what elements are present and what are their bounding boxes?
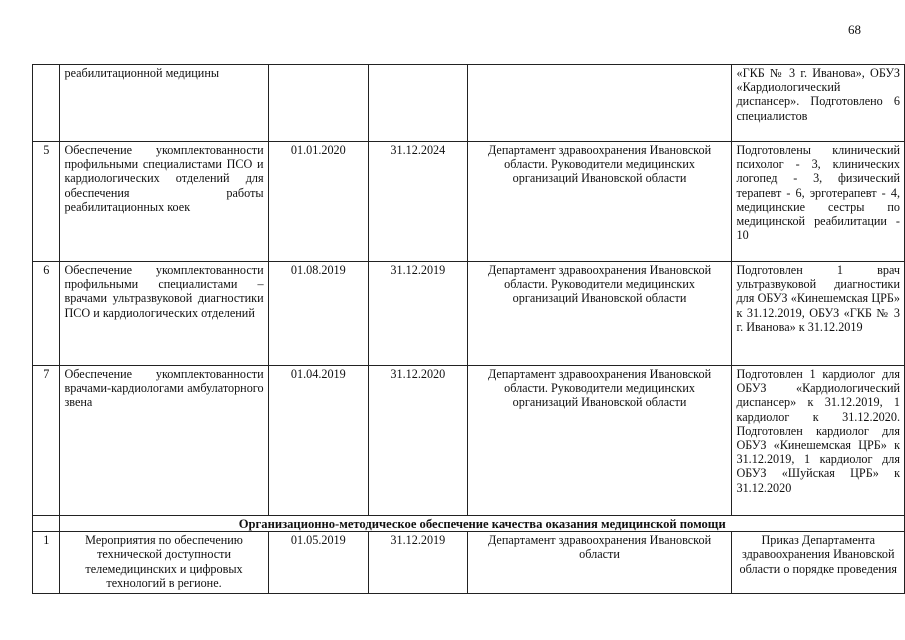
- section-spacer: [33, 516, 60, 532]
- table-row: [33, 142, 905, 262]
- page-number: 68: [848, 22, 861, 37]
- responsible: Департамент здравоохранения Ивановской области: [467, 532, 732, 594]
- row-number: 5: [33, 142, 60, 262]
- table-row: [33, 65, 905, 142]
- start-date: 01.04.2019: [268, 366, 368, 516]
- start-date: [268, 65, 368, 142]
- result: Подготовлен 1 врач ультразвуковой диагностики для ОБУЗ «Кинешемская ЦРБ» к 31.12.2019, ОБУЗ «ГКБ № 3 г. Иванова» к 31.12.2019: [732, 262, 905, 366]
- row-number: [33, 65, 60, 142]
- start-date: 01.05.2019: [268, 532, 368, 594]
- activity-name: Мероприятия по обеспечению технической доступности телемедицинских и цифровых технологий в регионе.: [60, 532, 268, 594]
- result: Подготовлены клинический психолог - 3, клинических логопед - 3, физический терапевт - 6, эрготерапевт - 4, медицинские сестры по медицинской реабилитации - 10: [732, 142, 905, 262]
- row-number: 6: [33, 262, 60, 366]
- result: «ГКБ № 3 г. Иванова», ОБУЗ «Кардиологический диспансер». Подготовлено 6 специалистов: [732, 65, 905, 142]
- start-date: 01.01.2020: [268, 142, 368, 262]
- end-date: 31.12.2024: [369, 142, 468, 262]
- activity-name: Обеспечение укомплектованности профильными специалистами ПСО и кардиологических отделений для обеспечения работы реабилитационных коек: [60, 142, 268, 262]
- responsible: Департамент здравоохранения Ивановской области. Руководители медицинских организаций Ивановской области: [467, 366, 732, 516]
- end-date: 31.12.2020: [369, 366, 468, 516]
- result: Приказ Департамента здравоохранения Ивановской области о порядке проведения: [732, 532, 905, 594]
- responsible: Департамент здравоохранения Ивановской области. Руководители медицинских организаций Ивановской области: [467, 262, 732, 366]
- responsible: Департамент здравоохранения Ивановской области. Руководители медицинских организаций Ивановской области: [467, 142, 732, 262]
- row-number: 1: [33, 532, 60, 594]
- end-date: 31.12.2019: [369, 262, 468, 366]
- table-row: [33, 532, 905, 594]
- end-date: 31.12.2019: [369, 532, 468, 594]
- activity-name: Обеспечение укомплектованности врачами-кардиологами амбулаторного звена: [60, 366, 268, 516]
- start-date: 01.08.2019: [268, 262, 368, 366]
- table-row: [33, 262, 905, 366]
- responsible: [467, 65, 732, 142]
- table-row: [33, 366, 905, 516]
- activity-name: Обеспечение укомплектованности профильными специалистами – врачами ультразвуковой диагностики ПСО и кардиологических отделений: [60, 262, 268, 366]
- section-title: Организационно-методическое обеспечение качества оказания медицинской помощи: [60, 516, 905, 532]
- activity-name: реабилитационной медицины: [60, 65, 268, 142]
- activities-table: [32, 64, 905, 594]
- section-header-row: [33, 516, 905, 532]
- result: Подготовлен 1 кардиолог для ОБУЗ «Кардиологический диспансер» к 31.12.2019, 1 кардиолог к 31.12.2020. Подготовлен кардиолог для ОБУЗ «Кинешемская ЦРБ» к 31.12.2019, 1 кардиолог для ОБУЗ «Шуйская ЦРБ» к 31.12.2020: [732, 366, 905, 516]
- row-number: 7: [33, 366, 60, 516]
- end-date: [369, 65, 468, 142]
